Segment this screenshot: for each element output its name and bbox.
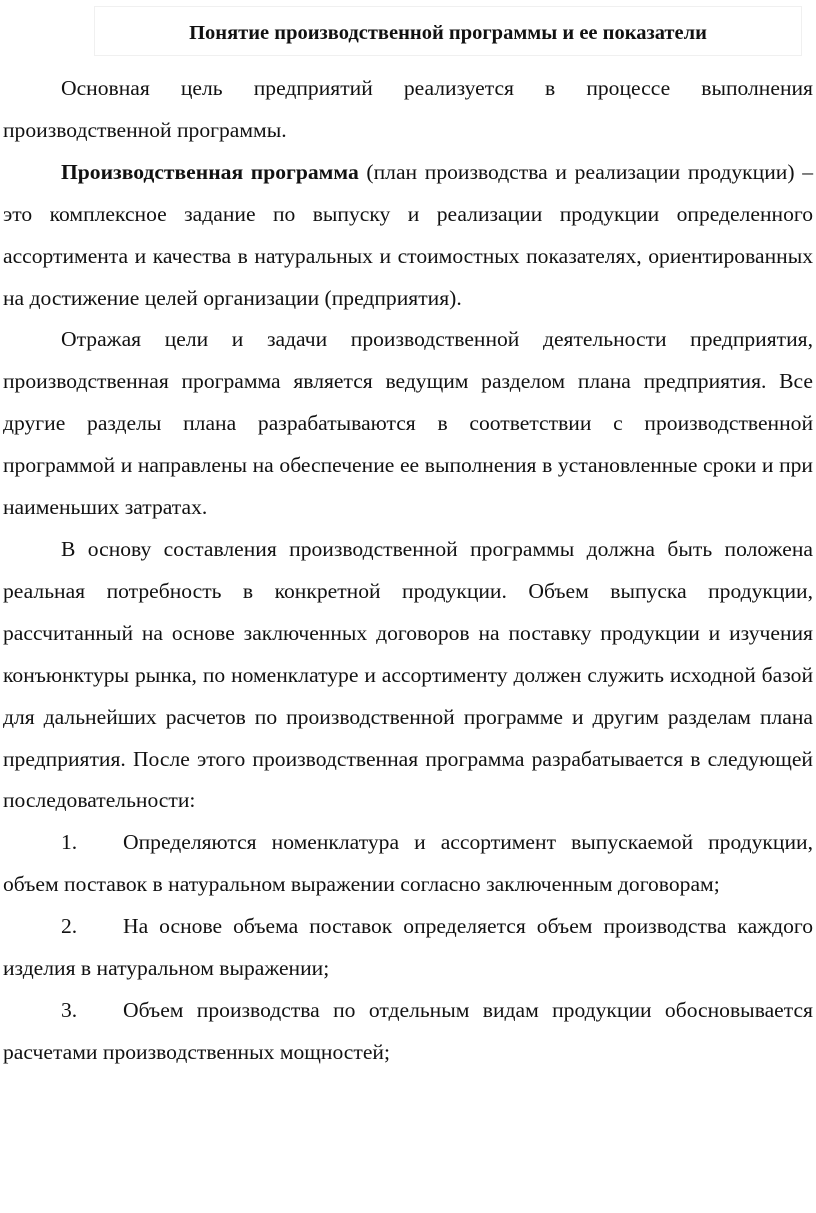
list-item-2-text: На основе объема поставок определяется объем производства каждого изделия в натуральном выражении; — [3, 914, 813, 981]
paragraph-3 — [3, 319, 813, 529]
document-body — [3, 68, 813, 1074]
list-item-2 — [3, 906, 813, 990]
list-item-3 — [3, 990, 813, 1074]
paragraph-1-text: Основная цель предприятий реализуется в процессе выполнения производственной программы. — [3, 76, 813, 142]
list-item-1 — [3, 822, 813, 906]
list-item-1-text: Определяются номенклатура и ассортимент выпускаемой продукции, объем поставок в натуральном выражении согласно заключенным договорам; — [3, 830, 813, 897]
paragraph-3-text: Отражая цели и задачи производственной деятельности предприятия, производственная программа является ведущим разделом плана предприятия. Все другие разделы плана разрабатываются в соответствии с производственной программой и направлены на обеспечение ее выполнения в установленные сроки и при наименьших затратах. — [3, 327, 813, 520]
list-item-2-number: 2. — [61, 914, 78, 939]
paragraph-4 — [3, 529, 813, 822]
page-title: Понятие производственной программы и ее показатели — [189, 22, 707, 44]
paragraph-2 — [3, 152, 813, 320]
paragraph-1 — [3, 68, 813, 152]
title-box — [94, 6, 802, 56]
term-production-program: Производственная программа — [61, 159, 359, 184]
paragraph-4-text: В основу составления производственной программы должна быть положена реальная потребность в конкретной продукции. Объем выпуска продукции, рассчитанный на основе заключенных договоров на поставку продукции и изучения конъюнктуры рынка, по номенклатуре и ассортименту должен служить исходной базой для дальнейших расчетов по производственной программе и другим разделам плана предприятия. После этого производственная программа разрабатывается в следующей последовательности: — [3, 536, 813, 813]
paragraph-2-text: (план производства и реализации продукции) – это комплексное задание по выпуску и реализации продукции определенного ассортимента и качества в натуральных и стоимостных показателях, ориентированных на достижение целей организации (предприятия). — [3, 159, 813, 310]
list-item-3-text: Объем производства по отдельным видам продукции обосновывается расчетами производственных мощностей; — [3, 997, 813, 1064]
list-item-1-number: 1. — [61, 830, 78, 855]
list-item-3-number: 3. — [61, 997, 78, 1022]
